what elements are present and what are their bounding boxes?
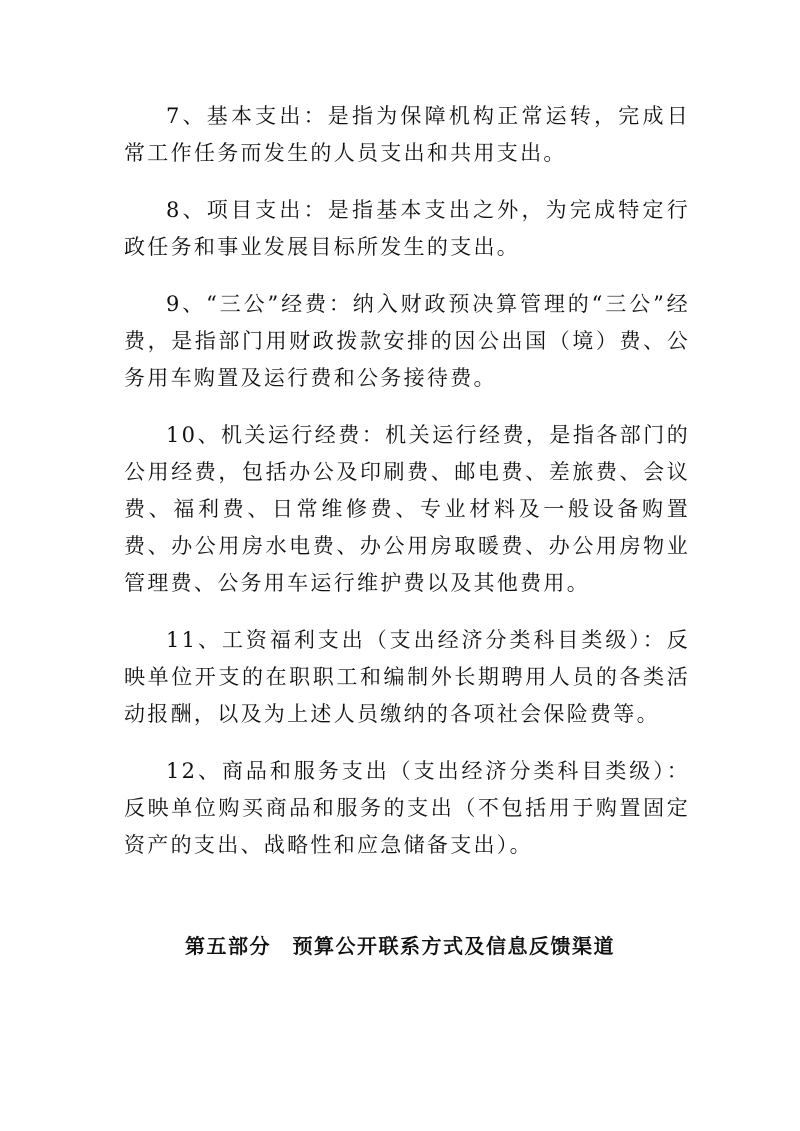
definition-project-expenditure: 8、项目支出：是指基本支出之外，为完成特定行政任务和事业发展目标所发生的支出。 bbox=[124, 198, 690, 259]
definition-three-public-expenses: 9、“三公”经费：纳入财政预决算管理的“三公”经费，是指部门用财政拨款安排的因公出国（境）费、公务用车购置及运行费和公务接待费。 bbox=[124, 292, 690, 390]
definition-basic-expenditure: 7、基本支出：是指为保障机构正常运转，完成日常工作任务而发生的人员支出和共用支出。 bbox=[124, 104, 690, 165]
definition-goods-services-expenditure: 12、商品和服务支出（支出经济分类科目类级）：反映单位购买商品和服务的支出（不包括用于购置固定资产的支出、战略性和应急储备支出）。 bbox=[124, 759, 690, 857]
definition-wages-welfare-expenditure: 11、工资福利支出（支出经济分类科目类级）：反映单位开支的在职职工和编制外长期聘用人员的各类活动报酬，以及为上述人员缴纳的各项社会保险费等。 bbox=[124, 628, 690, 726]
section-heading: 第五部分 预算公开联系方式及信息反馈渠道 bbox=[185, 934, 615, 958]
document-body bbox=[124, 98, 690, 884]
definition-agency-operating-expenses: 10、机关运行经费：机关运行经费，是指各部门的公用经费，包括办公及印刷费、邮电费、差旅费、会议费、福利费、日常维修费、专业材料及一般设备购置费、办公用房水电费、办公用房取暖费、办公用房物业管理费、公务用车运行维护费以及其他费用。 bbox=[124, 423, 690, 595]
